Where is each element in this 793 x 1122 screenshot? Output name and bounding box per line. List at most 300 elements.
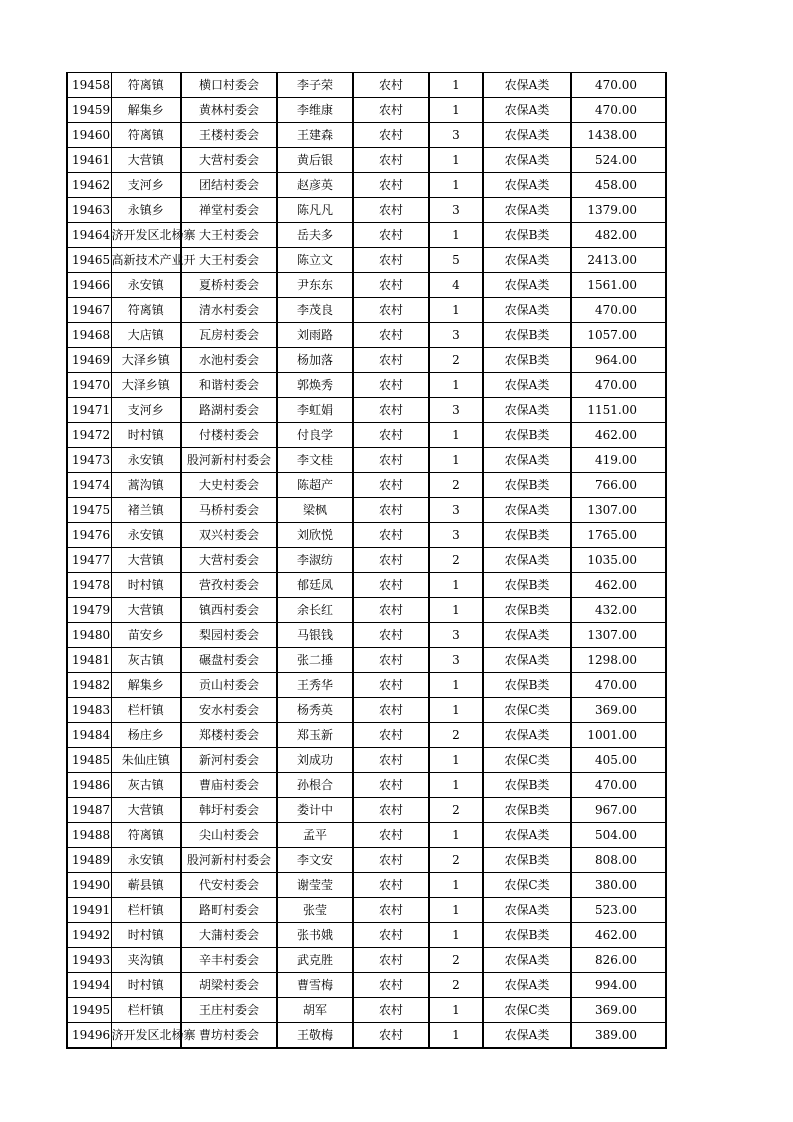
person-name-cell: 王建森	[277, 123, 353, 148]
person-name-cell: 曹雪梅	[277, 973, 353, 998]
area-type-cell: 农村	[353, 523, 429, 548]
person-name-cell: 郭焕秀	[277, 373, 353, 398]
insurance-class-cell: 农保B类	[483, 523, 571, 548]
household-size-cell: 3	[429, 648, 483, 673]
person-name-cell: 张二捶	[277, 648, 353, 673]
record-id-cell: 19486	[67, 773, 111, 798]
town-cell: 济开发区北杨寨	[111, 223, 181, 248]
household-size-cell: 3	[429, 198, 483, 223]
town-cell: 时村镇	[111, 573, 181, 598]
household-size-cell: 1	[429, 673, 483, 698]
town-cell: 大营镇	[111, 798, 181, 823]
town-cell: 永安镇	[111, 448, 181, 473]
record-id-cell: 19493	[67, 948, 111, 973]
village-committee-cell: 镇西村委会	[181, 598, 277, 623]
records-table	[66, 72, 667, 1049]
amount-cell: 405.00	[571, 748, 666, 773]
record-id-cell: 19478	[67, 573, 111, 598]
person-name-cell: 郁廷凤	[277, 573, 353, 598]
table-row	[67, 398, 666, 423]
town-cell: 高新技术产业开	[111, 248, 181, 273]
person-name-cell: 武克胜	[277, 948, 353, 973]
amount-cell: 419.00	[571, 448, 666, 473]
town-cell: 永安镇	[111, 273, 181, 298]
household-size-cell: 2	[429, 848, 483, 873]
record-id-cell: 19495	[67, 998, 111, 1023]
record-id-cell: 19472	[67, 423, 111, 448]
household-size-cell: 1	[429, 873, 483, 898]
record-id-cell: 19477	[67, 548, 111, 573]
town-cell: 蒿沟镇	[111, 473, 181, 498]
village-committee-cell: 王庄村委会	[181, 998, 277, 1023]
household-size-cell: 4	[429, 273, 483, 298]
village-committee-cell: 大营村委会	[181, 148, 277, 173]
household-size-cell: 5	[429, 248, 483, 273]
area-type-cell: 农村	[353, 1023, 429, 1049]
area-type-cell: 农村	[353, 448, 429, 473]
amount-cell: 369.00	[571, 998, 666, 1023]
insurance-class-cell: 农保A类	[483, 723, 571, 748]
table-row	[67, 498, 666, 523]
record-id-cell: 19458	[67, 73, 111, 98]
record-id-cell: 19479	[67, 598, 111, 623]
record-id-cell: 19471	[67, 398, 111, 423]
table-row	[67, 798, 666, 823]
insurance-class-cell: 农保C类	[483, 998, 571, 1023]
amount-cell: 470.00	[571, 73, 666, 98]
person-name-cell: 梁枫	[277, 498, 353, 523]
person-name-cell: 尹东东	[277, 273, 353, 298]
record-id-cell: 19470	[67, 373, 111, 398]
amount-cell: 523.00	[571, 898, 666, 923]
person-name-cell: 王秀华	[277, 673, 353, 698]
amount-cell: 1307.00	[571, 498, 666, 523]
town-cell: 苗安乡	[111, 623, 181, 648]
town-cell: 大店镇	[111, 323, 181, 348]
table-row	[67, 348, 666, 373]
person-name-cell: 黄后银	[277, 148, 353, 173]
town-cell: 大泽乡镇	[111, 348, 181, 373]
insurance-class-cell: 农保B类	[483, 423, 571, 448]
record-id-cell: 19492	[67, 923, 111, 948]
amount-cell: 1035.00	[571, 548, 666, 573]
village-committee-cell: 股河新村村委会	[181, 848, 277, 873]
table-row	[67, 573, 666, 598]
town-cell: 符离镇	[111, 73, 181, 98]
insurance-class-cell: 农保A类	[483, 98, 571, 123]
household-size-cell: 1	[429, 773, 483, 798]
insurance-class-cell: 农保A类	[483, 648, 571, 673]
area-type-cell: 农村	[353, 823, 429, 848]
amount-cell: 470.00	[571, 298, 666, 323]
area-type-cell: 农村	[353, 273, 429, 298]
town-cell: 栏杆镇	[111, 698, 181, 723]
area-type-cell: 农村	[353, 673, 429, 698]
insurance-class-cell: 农保B类	[483, 348, 571, 373]
household-size-cell: 2	[429, 473, 483, 498]
amount-cell: 462.00	[571, 423, 666, 448]
table-row	[67, 1023, 666, 1049]
person-name-cell: 陈立文	[277, 248, 353, 273]
area-type-cell: 农村	[353, 698, 429, 723]
record-id-cell: 19475	[67, 498, 111, 523]
insurance-class-cell: 农保C类	[483, 873, 571, 898]
table-row	[67, 123, 666, 148]
person-name-cell: 李茂良	[277, 298, 353, 323]
table-row	[67, 473, 666, 498]
table-row	[67, 298, 666, 323]
person-name-cell: 刘欣悦	[277, 523, 353, 548]
area-type-cell: 农村	[353, 573, 429, 598]
amount-cell: 369.00	[571, 698, 666, 723]
area-type-cell: 农村	[353, 323, 429, 348]
amount-cell: 380.00	[571, 873, 666, 898]
table-row	[67, 948, 666, 973]
record-id-cell: 19462	[67, 173, 111, 198]
person-name-cell: 谢莹莹	[277, 873, 353, 898]
table-row	[67, 523, 666, 548]
record-id-cell: 19483	[67, 698, 111, 723]
area-type-cell: 农村	[353, 173, 429, 198]
village-committee-cell: 胡梁村委会	[181, 973, 277, 998]
amount-cell: 458.00	[571, 173, 666, 198]
household-size-cell: 1	[429, 998, 483, 1023]
person-name-cell: 李文安	[277, 848, 353, 873]
area-type-cell: 农村	[353, 548, 429, 573]
table-row	[67, 223, 666, 248]
person-name-cell: 余长红	[277, 598, 353, 623]
town-cell: 褚兰镇	[111, 498, 181, 523]
table-row	[67, 148, 666, 173]
amount-cell: 994.00	[571, 973, 666, 998]
table-row	[67, 623, 666, 648]
table-row	[67, 598, 666, 623]
amount-cell: 967.00	[571, 798, 666, 823]
record-id-cell: 19480	[67, 623, 111, 648]
village-committee-cell: 大蒲村委会	[181, 923, 277, 948]
village-committee-cell: 大王村委会	[181, 248, 277, 273]
area-type-cell: 农村	[353, 423, 429, 448]
person-name-cell: 杨秀英	[277, 698, 353, 723]
village-committee-cell: 股河新村村委会	[181, 448, 277, 473]
village-committee-cell: 横口村委会	[181, 73, 277, 98]
amount-cell: 470.00	[571, 98, 666, 123]
village-committee-cell: 郑楼村委会	[181, 723, 277, 748]
record-id-cell: 19459	[67, 98, 111, 123]
area-type-cell: 农村	[353, 598, 429, 623]
village-committee-cell: 和谐村委会	[181, 373, 277, 398]
insurance-class-cell: 农保A类	[483, 173, 571, 198]
insurance-class-cell: 农保B类	[483, 223, 571, 248]
village-committee-cell: 双兴村委会	[181, 523, 277, 548]
insurance-class-cell: 农保A类	[483, 448, 571, 473]
household-size-cell: 2	[429, 548, 483, 573]
area-type-cell: 农村	[353, 473, 429, 498]
household-size-cell: 1	[429, 898, 483, 923]
record-id-cell: 19467	[67, 298, 111, 323]
insurance-class-cell: 农保C类	[483, 698, 571, 723]
amount-cell: 766.00	[571, 473, 666, 498]
person-name-cell: 付良学	[277, 423, 353, 448]
household-size-cell: 1	[429, 98, 483, 123]
town-cell: 栏杆镇	[111, 898, 181, 923]
table-row	[67, 648, 666, 673]
town-cell: 解集乡	[111, 98, 181, 123]
record-id-cell: 19466	[67, 273, 111, 298]
amount-cell: 432.00	[571, 598, 666, 623]
village-committee-cell: 安水村委会	[181, 698, 277, 723]
table-row	[67, 448, 666, 473]
household-size-cell: 3	[429, 523, 483, 548]
household-size-cell: 1	[429, 448, 483, 473]
amount-cell: 808.00	[571, 848, 666, 873]
amount-cell: 964.00	[571, 348, 666, 373]
household-size-cell: 1	[429, 223, 483, 248]
amount-cell: 470.00	[571, 673, 666, 698]
record-id-cell: 19484	[67, 723, 111, 748]
village-committee-cell: 营孜村委会	[181, 573, 277, 598]
area-type-cell: 农村	[353, 973, 429, 998]
town-cell: 大营镇	[111, 548, 181, 573]
household-size-cell: 1	[429, 748, 483, 773]
household-size-cell: 2	[429, 798, 483, 823]
person-name-cell: 陈凡凡	[277, 198, 353, 223]
town-cell: 永安镇	[111, 848, 181, 873]
village-committee-cell: 禅堂村委会	[181, 198, 277, 223]
village-committee-cell: 尖山村委会	[181, 823, 277, 848]
table-row	[67, 73, 666, 98]
amount-cell: 1765.00	[571, 523, 666, 548]
village-committee-cell: 黄林村委会	[181, 98, 277, 123]
table-row	[67, 723, 666, 748]
record-id-cell: 19464	[67, 223, 111, 248]
village-committee-cell: 大史村委会	[181, 473, 277, 498]
table-row	[67, 973, 666, 998]
amount-cell: 462.00	[571, 923, 666, 948]
insurance-class-cell: 农保A类	[483, 1023, 571, 1049]
household-size-cell: 1	[429, 373, 483, 398]
town-cell: 朱仙庄镇	[111, 748, 181, 773]
household-size-cell: 1	[429, 823, 483, 848]
area-type-cell: 农村	[353, 648, 429, 673]
area-type-cell: 农村	[353, 623, 429, 648]
table-row	[67, 273, 666, 298]
household-size-cell: 3	[429, 323, 483, 348]
person-name-cell: 赵彦英	[277, 173, 353, 198]
household-size-cell: 1	[429, 73, 483, 98]
person-name-cell: 李淑纺	[277, 548, 353, 573]
village-committee-cell: 大营村委会	[181, 548, 277, 573]
record-id-cell: 19490	[67, 873, 111, 898]
household-size-cell: 3	[429, 123, 483, 148]
area-type-cell: 农村	[353, 998, 429, 1023]
table-row	[67, 173, 666, 198]
record-id-cell: 19473	[67, 448, 111, 473]
insurance-class-cell: 农保A类	[483, 298, 571, 323]
insurance-class-cell: 农保B类	[483, 673, 571, 698]
household-size-cell: 2	[429, 723, 483, 748]
insurance-class-cell: 农保C类	[483, 748, 571, 773]
record-id-cell: 19482	[67, 673, 111, 698]
household-size-cell: 3	[429, 623, 483, 648]
record-id-cell: 19489	[67, 848, 111, 873]
record-id-cell: 19463	[67, 198, 111, 223]
insurance-class-cell: 农保A类	[483, 248, 571, 273]
table-row	[67, 823, 666, 848]
area-type-cell: 农村	[353, 373, 429, 398]
record-id-cell: 19485	[67, 748, 111, 773]
village-committee-cell: 夏桥村委会	[181, 273, 277, 298]
village-committee-cell: 路湖村委会	[181, 398, 277, 423]
village-committee-cell: 曹庙村委会	[181, 773, 277, 798]
person-name-cell: 孟平	[277, 823, 353, 848]
table-row	[67, 698, 666, 723]
area-type-cell: 农村	[353, 873, 429, 898]
person-name-cell: 孙根合	[277, 773, 353, 798]
area-type-cell: 农村	[353, 73, 429, 98]
amount-cell: 2413.00	[571, 248, 666, 273]
insurance-class-cell: 农保B类	[483, 598, 571, 623]
amount-cell: 1379.00	[571, 198, 666, 223]
person-name-cell: 李虹娟	[277, 398, 353, 423]
amount-cell: 524.00	[571, 148, 666, 173]
village-committee-cell: 团结村委会	[181, 173, 277, 198]
record-id-cell: 19469	[67, 348, 111, 373]
village-committee-cell: 新河村委会	[181, 748, 277, 773]
record-id-cell: 19460	[67, 123, 111, 148]
amount-cell: 470.00	[571, 373, 666, 398]
area-type-cell: 农村	[353, 398, 429, 423]
insurance-class-cell: 农保A类	[483, 273, 571, 298]
table-row	[67, 198, 666, 223]
area-type-cell: 农村	[353, 498, 429, 523]
household-size-cell: 3	[429, 398, 483, 423]
village-committee-cell: 韩圩村委会	[181, 798, 277, 823]
person-name-cell: 李文桂	[277, 448, 353, 473]
area-type-cell: 农村	[353, 223, 429, 248]
person-name-cell: 张书娥	[277, 923, 353, 948]
table-row	[67, 773, 666, 798]
person-name-cell: 岳夫多	[277, 223, 353, 248]
table-row	[67, 98, 666, 123]
town-cell: 永镇乡	[111, 198, 181, 223]
insurance-class-cell: 农保B类	[483, 848, 571, 873]
area-type-cell: 农村	[353, 723, 429, 748]
record-id-cell: 19496	[67, 1023, 111, 1049]
person-name-cell: 李维康	[277, 98, 353, 123]
amount-cell: 389.00	[571, 1023, 666, 1049]
person-name-cell: 娄计中	[277, 798, 353, 823]
area-type-cell: 农村	[353, 348, 429, 373]
insurance-class-cell: 农保B类	[483, 773, 571, 798]
person-name-cell: 郑玉新	[277, 723, 353, 748]
area-type-cell: 农村	[353, 798, 429, 823]
table-row	[67, 373, 666, 398]
town-cell: 夹沟镇	[111, 948, 181, 973]
town-cell: 时村镇	[111, 423, 181, 448]
village-committee-cell: 贡山村委会	[181, 673, 277, 698]
record-id-cell: 19494	[67, 973, 111, 998]
insurance-class-cell: 农保A类	[483, 973, 571, 998]
village-committee-cell: 代安村委会	[181, 873, 277, 898]
area-type-cell: 农村	[353, 298, 429, 323]
household-size-cell: 1	[429, 598, 483, 623]
person-name-cell: 张莹	[277, 898, 353, 923]
table-row	[67, 673, 666, 698]
village-committee-cell: 路町村委会	[181, 898, 277, 923]
insurance-class-cell: 农保A类	[483, 198, 571, 223]
table-row	[67, 848, 666, 873]
household-size-cell: 1	[429, 298, 483, 323]
town-cell: 解集乡	[111, 673, 181, 698]
table-row	[67, 323, 666, 348]
insurance-class-cell: 农保A类	[483, 948, 571, 973]
household-size-cell: 3	[429, 498, 483, 523]
town-cell: 支河乡	[111, 173, 181, 198]
insurance-class-cell: 农保A类	[483, 898, 571, 923]
person-name-cell: 胡军	[277, 998, 353, 1023]
record-id-cell: 19476	[67, 523, 111, 548]
area-type-cell: 农村	[353, 198, 429, 223]
town-cell: 大泽乡镇	[111, 373, 181, 398]
insurance-class-cell: 农保B类	[483, 573, 571, 598]
person-name-cell: 刘成功	[277, 748, 353, 773]
insurance-class-cell: 农保A类	[483, 398, 571, 423]
town-cell: 支河乡	[111, 398, 181, 423]
amount-cell: 470.00	[571, 773, 666, 798]
insurance-class-cell: 农保B类	[483, 923, 571, 948]
village-committee-cell: 辛丰村委会	[181, 948, 277, 973]
amount-cell: 462.00	[571, 573, 666, 598]
insurance-class-cell: 农保B类	[483, 473, 571, 498]
area-type-cell: 农村	[353, 248, 429, 273]
data-sheet	[66, 72, 667, 1049]
record-id-cell: 19468	[67, 323, 111, 348]
record-id-cell: 19461	[67, 148, 111, 173]
household-size-cell: 2	[429, 348, 483, 373]
person-name-cell: 马银钱	[277, 623, 353, 648]
town-cell: 蕲县镇	[111, 873, 181, 898]
insurance-class-cell: 农保A类	[483, 498, 571, 523]
table-row	[67, 748, 666, 773]
household-size-cell: 1	[429, 573, 483, 598]
record-id-cell: 19491	[67, 898, 111, 923]
town-cell: 大营镇	[111, 148, 181, 173]
table-row	[67, 898, 666, 923]
amount-cell: 826.00	[571, 948, 666, 973]
table-body	[67, 73, 666, 1049]
village-committee-cell: 清水村委会	[181, 298, 277, 323]
area-type-cell: 农村	[353, 948, 429, 973]
area-type-cell: 农村	[353, 123, 429, 148]
person-name-cell: 陈超产	[277, 473, 353, 498]
area-type-cell: 农村	[353, 923, 429, 948]
town-cell: 符离镇	[111, 123, 181, 148]
table-row	[67, 873, 666, 898]
village-committee-cell: 大王村委会	[181, 223, 277, 248]
town-cell: 济开发区北杨寨	[111, 1023, 181, 1049]
village-committee-cell: 马桥村委会	[181, 498, 277, 523]
table-row	[67, 548, 666, 573]
record-id-cell: 19481	[67, 648, 111, 673]
village-committee-cell: 水池村委会	[181, 348, 277, 373]
village-committee-cell: 付楼村委会	[181, 423, 277, 448]
amount-cell: 1561.00	[571, 273, 666, 298]
household-size-cell: 2	[429, 973, 483, 998]
area-type-cell: 农村	[353, 848, 429, 873]
insurance-class-cell: 农保A类	[483, 123, 571, 148]
area-type-cell: 农村	[353, 773, 429, 798]
